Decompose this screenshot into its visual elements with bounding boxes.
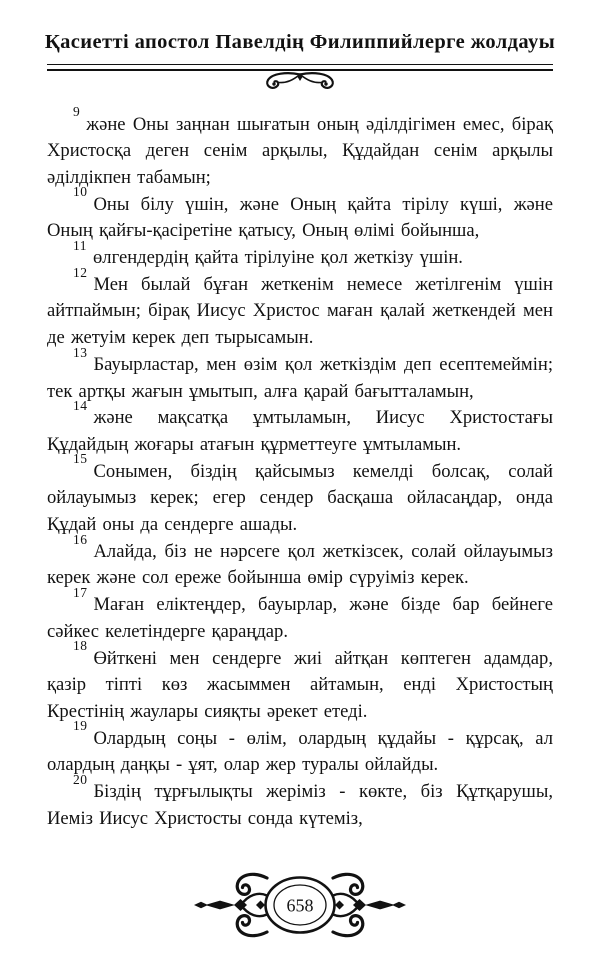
verse-paragraph — [47, 184, 553, 245]
verse-text: және мақсатқа ұмтыламын, Иисус Христостағы Құдайдың жоғары атағын құрметтеуге ұмтыламын. — [47, 407, 553, 455]
verse-text: Оны білу үшін, және Оның қайта тірілу күші, және Оның қайғы-қасіретіне қатысу, Оның өлімі бойынша, — [47, 193, 553, 242]
verse-paragraph — [47, 584, 553, 645]
verse-number: 20 — [73, 771, 88, 787]
verse-text: Сонымен, біздің қайсымыз кемелді болсақ, солай ойлауымыз керек; егер сендер басқаша ойласаңдар, онда Құдай оны да сендерге ашады. — [47, 460, 553, 536]
page-title: Қасиетті апостол Павелдің Филиппийлерге жолдауы — [44, 31, 556, 53]
verse-paragraph — [47, 638, 553, 726]
verse-text: өлгендердің қайта тірілуіне қол жеткізу үшін. — [93, 247, 463, 269]
verse-text: Біздің тұрғылықты жеріміз - көкте, біз Құтқарушы, Иеміз Иисус Христосты сонда күтеміз, — [47, 781, 553, 829]
verse-paragraph — [47, 718, 553, 779]
verse-paragraph — [47, 104, 553, 192]
verse-number: 19 — [73, 718, 88, 734]
verse-text: Маған еліктеңдер, бауырлар, және бізде бар бейнеге сәйкес келетіндерге қараңдар. — [47, 594, 553, 642]
verse-paragraph — [47, 451, 553, 539]
verse-text-block — [47, 104, 553, 833]
footer-left-scrollwork — [194, 874, 267, 935]
verse-text: Алайда, біз не нәрсеге қол жеткізсек, солай ойлауымыз керек және сол ереже бойынша өмір сүруіміз керек. — [47, 540, 553, 589]
page-number: 658 — [286, 895, 314, 916]
footer-ornament-icon — [194, 866, 406, 944]
verse-number: 10 — [73, 184, 88, 200]
verse-paragraph — [47, 237, 553, 272]
header-flourish — [0, 71, 600, 95]
verse-number: 13 — [73, 344, 88, 360]
verse-paragraph — [47, 531, 553, 592]
verse-number: 18 — [73, 638, 88, 654]
verse-text: Өйткені мен сендерге жиі айтқан көптеген адамдар, қазір тіпті көз жасыммен айтамын, енді Христостың Крестінің жаулары сияқты әрекет етеді. — [47, 647, 553, 722]
verse-text: және Оны заңнан шығатын оның әділдігімен емес, бірақ Христосқа деген сенім арқылы, Құдайдан сенім арқылы әділдікпен табамын; — [47, 113, 553, 188]
verse-number: 11 — [73, 237, 87, 253]
verse-paragraph — [47, 771, 553, 832]
verse-number: 14 — [73, 398, 88, 414]
page-footer — [0, 866, 600, 944]
verse-text: Олардың соңы - өлім, олардың құдайы - құрсақ, ал олардың даңқы - ұят, олар жер туралы ойлайды. — [47, 727, 553, 776]
verse-number: 9 — [73, 104, 81, 120]
verse-text: Мен былай бұған жеткенім немесе жетілгенім үшін айтпаймын; бірақ Иисус Христос маған қалай жеткендей мен де жетуім керек деп тырысамын. — [47, 273, 553, 349]
verse-number: 12 — [73, 264, 88, 280]
verse-number: 17 — [73, 584, 88, 600]
double-scroll-flourish-icon — [260, 71, 340, 95]
footer-right-scrollwork — [333, 874, 406, 935]
verse-number: 16 — [73, 531, 88, 547]
verse-text: Бауырластар, мен өзім қол жеткіздім деп есептемеймін; тек артқы жағын ұмытып, алға қарай бағытталамын, — [47, 353, 553, 402]
verse-paragraph — [47, 264, 553, 352]
verse-paragraph — [47, 344, 553, 405]
verse-number: 15 — [73, 451, 88, 467]
verse-paragraph — [47, 398, 553, 458]
